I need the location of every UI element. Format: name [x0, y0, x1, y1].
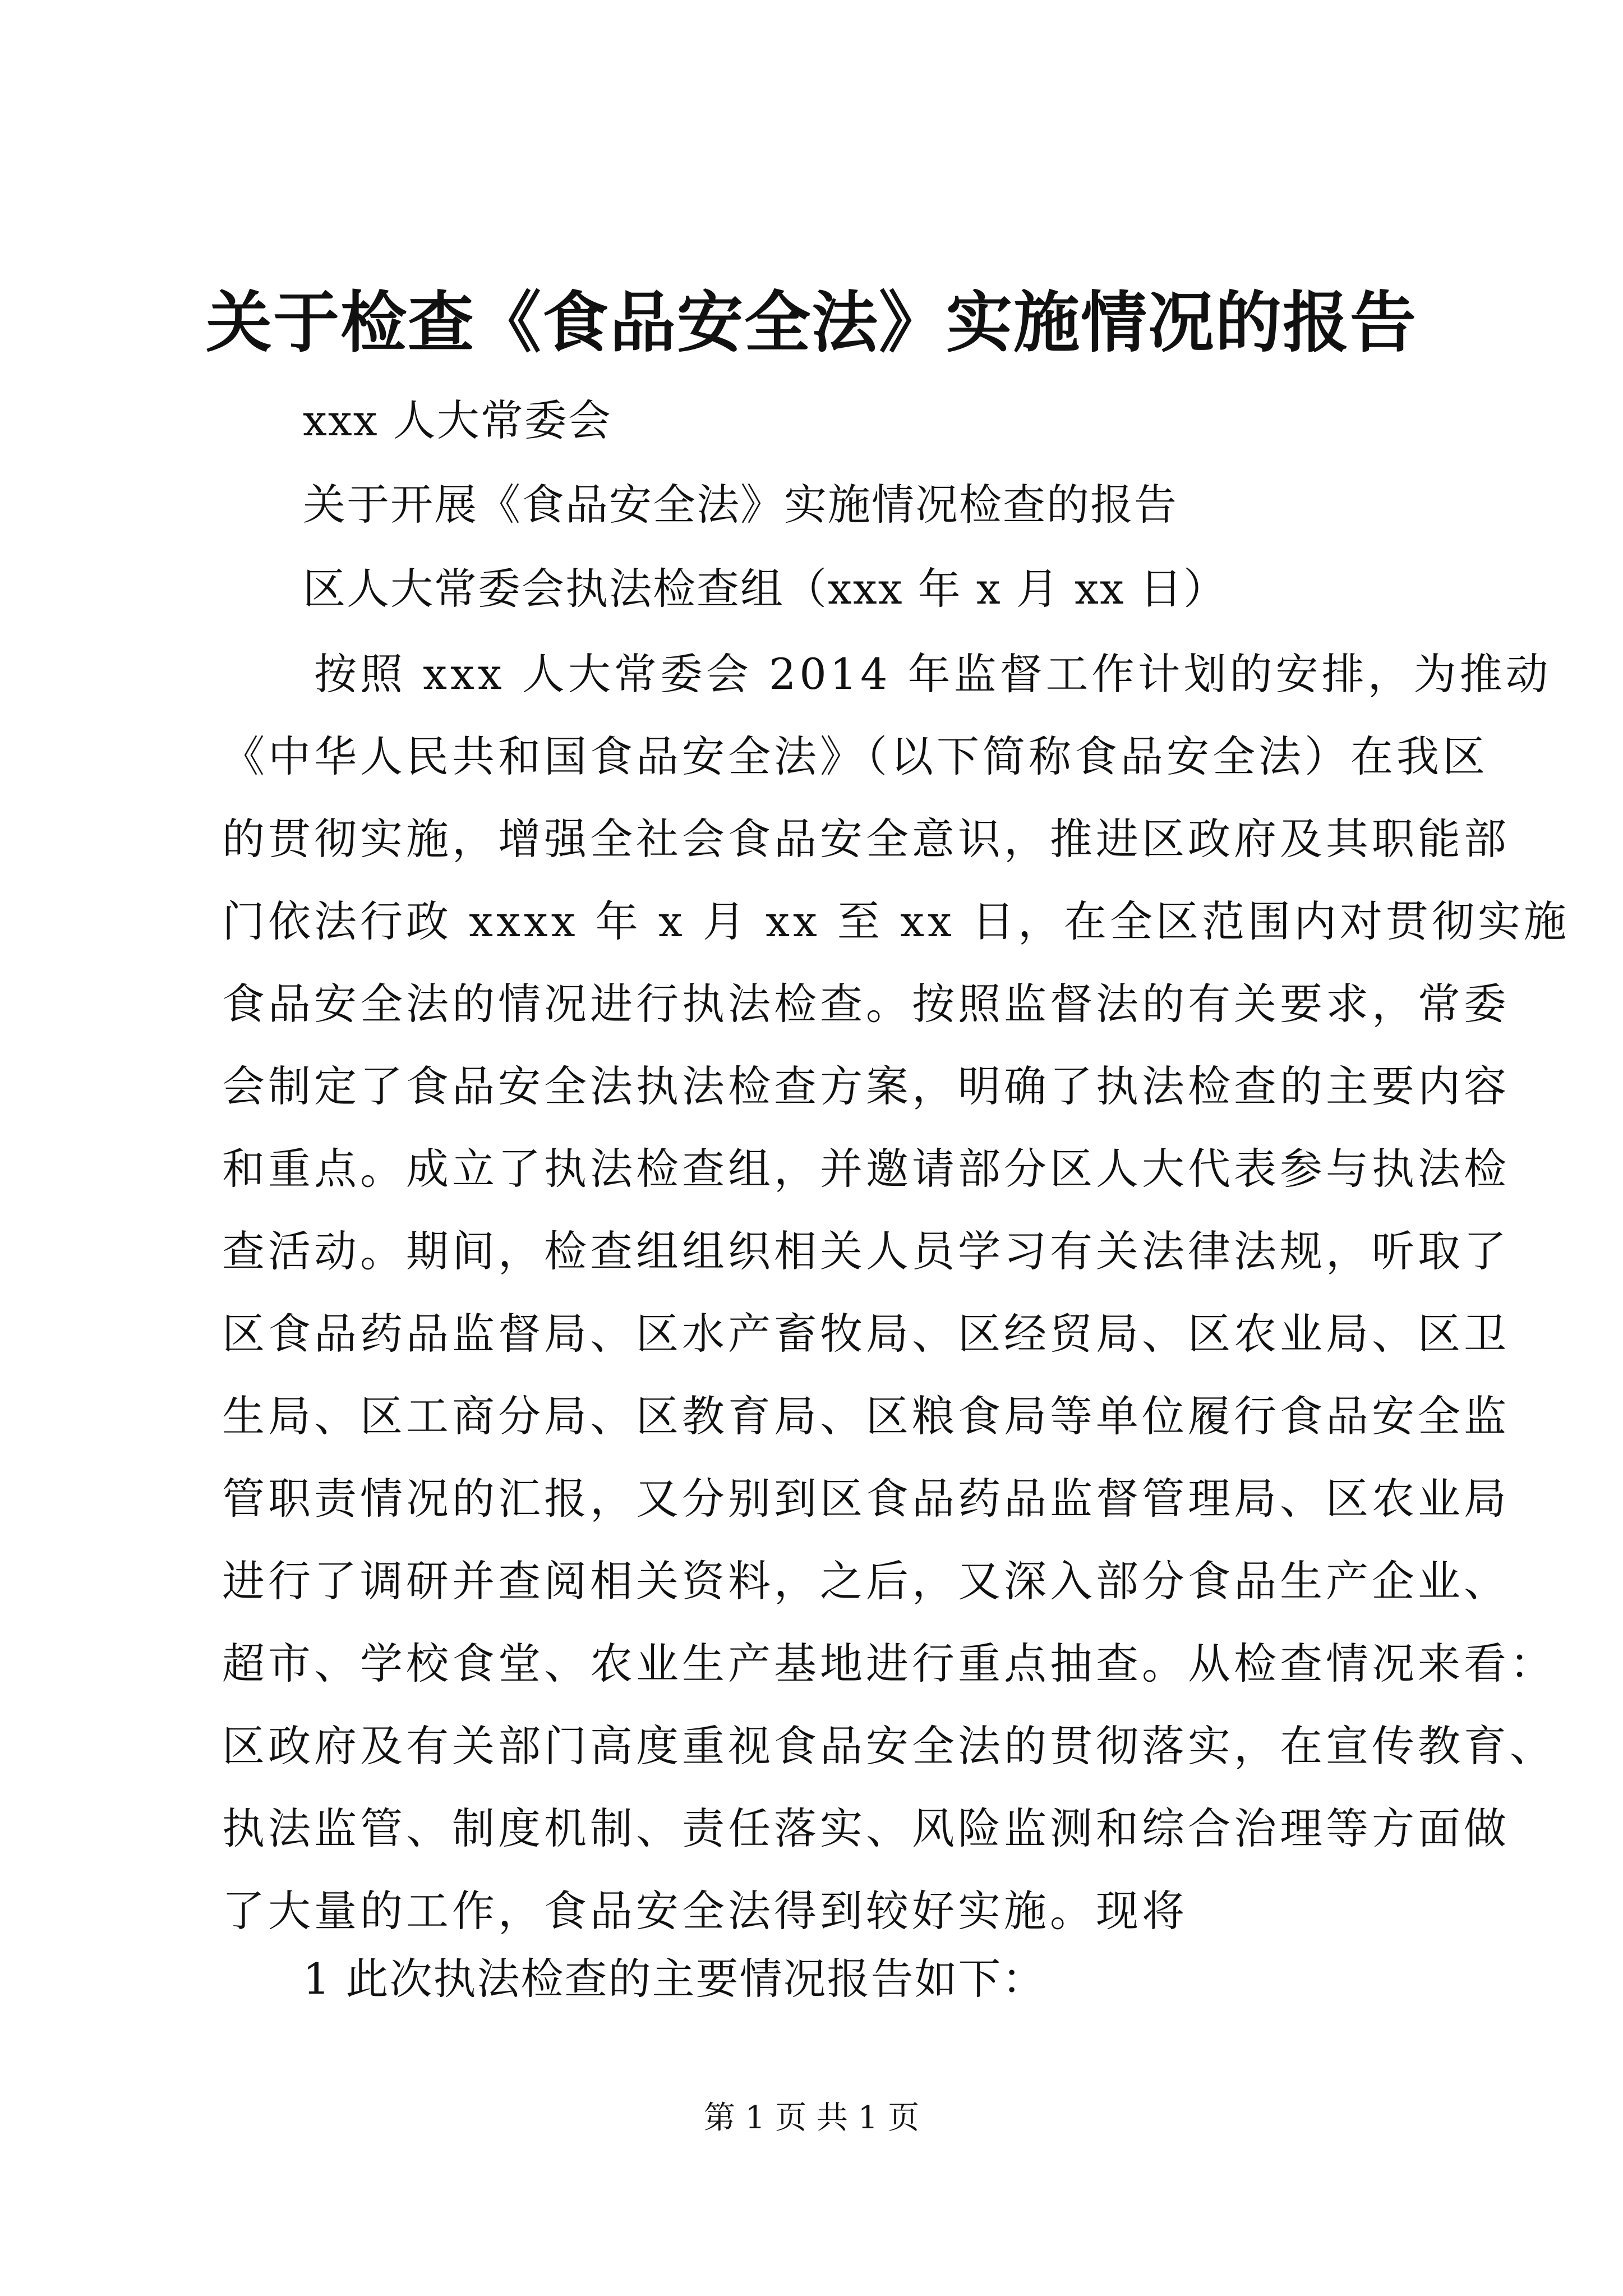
- body-line: 区食品药品监督局、区水产畜牧局、区经贸局、区农业局、区卫: [222, 1309, 1510, 1359]
- header-line-report-title: 关于开展《食品安全法》实施情况检查的报告: [303, 480, 1178, 530]
- body-line: 门依法行政 xxxx 年 x 月 xx 至 xx 日，在全区范围内对贯彻实施: [222, 896, 1570, 946]
- body-line: 管职责情况的汇报，又分别到区食品药品监督管理局、区农业局: [222, 1474, 1510, 1524]
- body-line: 查活动。期间，检查组组织相关人员学习有关法律法规，听取了: [222, 1226, 1510, 1276]
- header-line-inspection-group: 区人大常委会执法检查组（xxx 年 x 月 xx 日）: [303, 564, 1227, 614]
- page-footer: 第 1 页 共 1 页: [703, 2100, 920, 2136]
- body-line: 会制定了食品安全法执法检查方案，明确了执法检查的主要内容: [222, 1061, 1510, 1111]
- body-line: 和重点。成立了执法检查组，并邀请部分区人大代表参与执法检: [222, 1144, 1510, 1194]
- header-line-committee: xxx 人大常委会: [303, 395, 612, 445]
- body-line: 的贯彻实施，增强全社会食品安全意识，推进区政府及其职能部: [222, 814, 1510, 864]
- closing-line: 1 此次执法检查的主要情况报告如下：: [303, 1954, 1046, 2004]
- body-line: 区政府及有关部门高度重视食品安全法的贯彻落实，在宣传教育、: [222, 1721, 1556, 1771]
- document-title: 关于检查《食品安全法》实施情况的报告: [205, 283, 1417, 361]
- body-line: 进行了调研并查阅相关资料，之后，又深入部分食品生产企业、: [222, 1556, 1510, 1606]
- body-line: 《中华人民共和国食品安全法》（以下简称食品安全法）在我区: [222, 731, 1488, 781]
- body-paragraph: [222, 633, 1570, 1952]
- body-line: 执法监管、制度机制、责任落实、风险监测和综合治理等方面做: [222, 1803, 1510, 1853]
- body-line: 按照 xxx 人大常委会 2014 年监督工作计划的安排，为推动: [222, 649, 1552, 699]
- body-line: 食品安全法的情况进行执法检查。按照监督法的有关要求，常委: [222, 979, 1510, 1029]
- body-line: 生局、区工商分局、区教育局、区粮食局等单位履行食品安全监: [222, 1391, 1510, 1441]
- body-line: 了大量的工作，食品安全法得到较好实施。现将: [222, 1886, 1188, 1936]
- body-line: 超市、学校食堂、农业生产基地进行重点抽查。从检查情况来看：: [222, 1639, 1556, 1688]
